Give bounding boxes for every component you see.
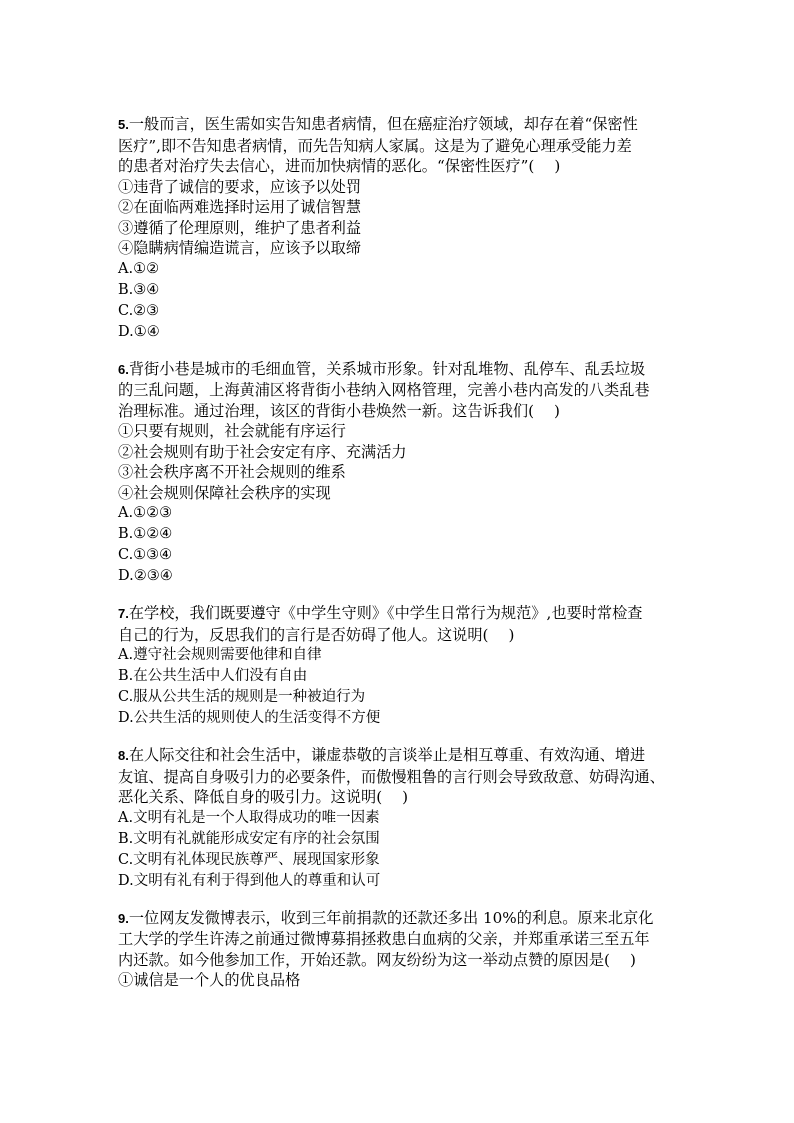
question-stem-text: 背街小巷是城市的毛细血管，关系城市形象。针对乱堆物、乱停车、乱丢垃圾 xyxy=(128,359,646,378)
question-stem-text: 一位网友发微博表示，收到三年前捐款的还款还多出 10%的利息。原来北京化 xyxy=(128,908,654,927)
question-stem-text: 在人际交往和社会生活中，谦虚恭敬的言谈举止是相互尊重、有效沟通、增进 xyxy=(128,746,646,764)
answer-option: B.③④ xyxy=(118,281,160,298)
question-stem-line xyxy=(118,603,678,625)
question-stem-line xyxy=(118,908,678,930)
question-stem-text: 恶化关系、降低自身的吸引力。这说明( ) xyxy=(118,788,409,806)
question-stem-line xyxy=(118,625,678,646)
statement-item: ④社会规则保障社会秩序的实现 xyxy=(118,483,331,502)
answer-option: A.文明有礼是一个人取得成功的唯一因素 xyxy=(118,809,380,826)
question-number: 5. xyxy=(118,117,129,132)
question-stem-line xyxy=(118,745,678,767)
answer-option: C.服从公共生活的规则是一种被迫行为 xyxy=(118,689,366,705)
statement-item: ④隐瞒病情编造谎言，应该予以取缔 xyxy=(118,239,361,257)
question-number: 7. xyxy=(118,606,129,621)
answer-option: C.①③④ xyxy=(118,547,173,563)
question-stem-text: 的三乱问题，上海黄浦区将背街小巷纳入网格管理，完善小巷内高发的八类乱巷 xyxy=(118,381,650,399)
statement-item: ②在面临两难选择时运用了诚信智慧 xyxy=(118,198,361,216)
answer-option: C.文明有礼体现民族尊严、展现国家形象 xyxy=(118,851,380,868)
statement-item: ①只要有规则，社会就能有序运行 xyxy=(118,422,346,440)
answer-option: D.公共生活的规则使人的生活变得不方便 xyxy=(118,710,381,726)
question-7 xyxy=(118,603,678,729)
answer-option: D.②③④ xyxy=(118,568,173,584)
question-number: 6. xyxy=(118,361,129,377)
answer-option: A.遵守社会规则需要他律和自律 xyxy=(118,647,322,663)
statement-item: ②社会规则有助于社会安定有序、充满活力 xyxy=(118,442,407,461)
question-stem-text: 自己的行为，反思我们的言行是否妨碍了他人。这说明( ) xyxy=(118,625,515,644)
answer-option: B.①②④ xyxy=(118,526,173,542)
question-number: 8. xyxy=(118,748,129,763)
statement-item: ③社会秩序离不开社会规则的维系 xyxy=(118,463,346,481)
answer-option: A.①②③ xyxy=(118,505,173,521)
question-number: 9. xyxy=(118,910,129,926)
question-6 xyxy=(118,359,678,588)
question-stem-text: 在学校，我们既要遵守《中学生守则》《中学生日常行为规范》,也要时常检查 xyxy=(128,604,643,622)
question-list xyxy=(118,114,678,1007)
question-stem-line xyxy=(118,401,678,422)
question-stem-text: 医疗”,即不告知患者病情，而先告知病人家属。这是为了避免心理承受能力差 xyxy=(118,136,632,155)
question-9 xyxy=(118,908,678,991)
answer-option: B.在公共生活中人们没有自由 xyxy=(118,668,308,684)
question-stem-text: 工大学的学生许涛之前通过微博募捐拯救患白血病的父亲，并郑重承诺三至五年 xyxy=(118,930,650,948)
question-stem-line xyxy=(118,787,678,808)
statement-item: ③遵循了伦理原则，维护了患者利益 xyxy=(118,218,361,237)
question-stem-line xyxy=(118,380,678,401)
answer-option: A.①② xyxy=(118,260,160,277)
question-stem-text: 内还款。如今他参加工作，开始还款。网友纷纷为这一举动点赞的原因是( ) xyxy=(118,950,636,969)
answer-option: D.文明有礼有利于得到他人的尊重和认可 xyxy=(118,872,381,889)
question-stem-line xyxy=(118,114,678,136)
question-stem-line xyxy=(118,950,678,971)
question-stem-text: 一般而言，医生需如实告知患者病情，但在癌症治疗领域，却存在着“保密性 xyxy=(128,115,638,133)
question-stem-text: 友谊、提高自身吸引力的必要条件，而傲慢粗鲁的言行则会导致敌意、妨碍沟通、 xyxy=(118,767,665,786)
question-stem-line xyxy=(118,929,678,950)
question-stem-line xyxy=(118,136,678,157)
statement-item: ①违背了诚信的要求，应该予以处罚 xyxy=(118,177,361,196)
question-stem-line xyxy=(118,156,678,177)
statement-item: ①诚信是一个人的优良品格 xyxy=(118,971,301,989)
question-stem-text: 的患者对治疗失去信心，进而加快病情的恶化。“保密性医疗”( ) xyxy=(118,157,561,175)
answer-option: D.①④ xyxy=(118,323,160,340)
question-stem-line xyxy=(118,359,678,381)
question-8 xyxy=(118,745,678,892)
question-stem-line xyxy=(118,767,678,788)
question-5 xyxy=(118,114,678,343)
answer-option: C.②③ xyxy=(118,302,160,319)
question-stem-text: 治理标准。通过治理，该区的背街小巷焕然一新。这告诉我们( ) xyxy=(118,401,560,420)
answer-option: B.文明有礼就能形成安定有序的社会氛围 xyxy=(118,830,380,847)
